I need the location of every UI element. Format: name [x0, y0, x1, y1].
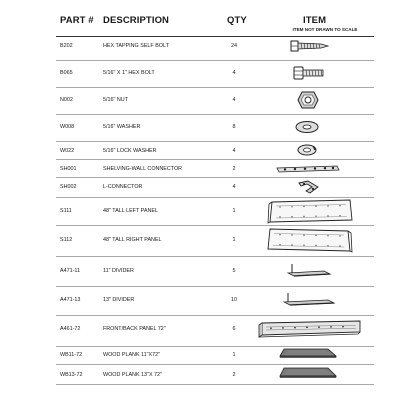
row-qty: 4 — [232, 97, 236, 103]
row-qty: 2 — [232, 372, 236, 378]
row-part-number: WB13-72 — [60, 372, 83, 378]
row-divider — [56, 60, 374, 61]
row-qty: 4 — [232, 184, 236, 190]
row-part-number: S111 — [60, 208, 72, 214]
row-description: 48" TALL LEFT PANEL — [103, 208, 158, 214]
row-part-number: S112 — [60, 237, 73, 243]
wood-plank-11-icon — [276, 347, 340, 359]
row-qty: 1 — [232, 208, 236, 214]
row-qty: 10 — [231, 297, 237, 303]
row-qty: 5 — [232, 268, 236, 274]
row-part-number: WB11-72 — [60, 352, 83, 358]
row-description: 13" DIVIDER — [103, 297, 135, 303]
row-divider — [56, 159, 374, 160]
front-back-panel-icon — [256, 319, 364, 339]
row-description: WOOD PLANK 11"X72" — [103, 352, 161, 358]
divider-13-icon — [282, 291, 338, 309]
self-tapping-screw-icon — [288, 38, 332, 54]
row-divider — [56, 256, 374, 257]
row-divider — [56, 315, 374, 316]
hex-nut-icon — [296, 90, 320, 110]
row-part-number: W022 — [60, 148, 75, 154]
row-divider — [56, 87, 374, 88]
row-divider — [56, 177, 374, 178]
row-description: L-CONNECTOR — [103, 184, 143, 190]
header-item-note: ITEM NOT DRAWN TO SCALE — [292, 27, 358, 32]
left-panel-icon — [266, 198, 354, 224]
row-part-number: W008 — [60, 124, 75, 130]
row-divider — [56, 286, 374, 287]
row-part-number: B065 — [60, 70, 73, 76]
row-description: WOOD PLANK 13"X 72" — [103, 372, 162, 378]
row-description: 5/16" LOCK WASHER — [103, 148, 157, 154]
hex-bolt-icon — [292, 65, 326, 81]
row-description: SHELVING-WALL CONNECTOR — [103, 166, 183, 172]
row-qty: 1 — [232, 352, 236, 358]
row-description: 11" DIVIDER — [103, 268, 134, 274]
row-description: 48" TALL RIGHT PANEL — [103, 237, 162, 243]
row-description: 5/16" NUT — [103, 97, 128, 103]
row-divider — [56, 225, 374, 226]
row-qty: 4 — [232, 148, 236, 154]
header-rule — [56, 36, 374, 37]
header-qty: QTY — [227, 15, 247, 26]
wood-plank-13-icon — [276, 366, 340, 380]
row-qty: 1 — [232, 237, 236, 243]
row-description: FRONT/BACK PANEL 72" — [103, 326, 166, 332]
lock-washer-icon — [296, 143, 318, 157]
row-description: HEX TAPPING SELF BOLT — [103, 43, 169, 49]
flat-washer-icon — [294, 120, 320, 134]
row-divider — [56, 364, 374, 365]
row-part-number: N002 — [60, 97, 73, 103]
row-part-number: SH002 — [60, 184, 77, 190]
row-description: 5/16" WASHER — [103, 124, 141, 130]
header-description: DESCRIPTION — [103, 15, 170, 26]
row-qty: 6 — [232, 326, 236, 332]
row-part-number: SH001 — [60, 166, 77, 172]
row-part-number: B202 — [60, 43, 73, 49]
row-description: 5/16" X 1" HEX BOLT — [103, 70, 155, 76]
row-qty: 8 — [232, 124, 236, 130]
header-item: ITEM — [303, 15, 327, 26]
row-qty: 4 — [232, 70, 236, 76]
row-qty: 24 — [231, 43, 237, 49]
row-divider — [56, 114, 374, 115]
right-panel-icon — [266, 227, 354, 253]
row-part-number: A461-72 — [60, 326, 81, 332]
row-part-number: A471-13 — [60, 297, 81, 303]
header-part-number: PART # — [60, 15, 94, 26]
row-divider — [56, 141, 374, 142]
wall-connector-icon — [275, 163, 341, 175]
divider-11-icon — [286, 262, 334, 280]
row-divider — [56, 384, 374, 385]
row-qty: 2 — [232, 166, 236, 172]
row-part-number: A471-11 — [60, 268, 80, 274]
l-connector-icon — [296, 179, 322, 195]
